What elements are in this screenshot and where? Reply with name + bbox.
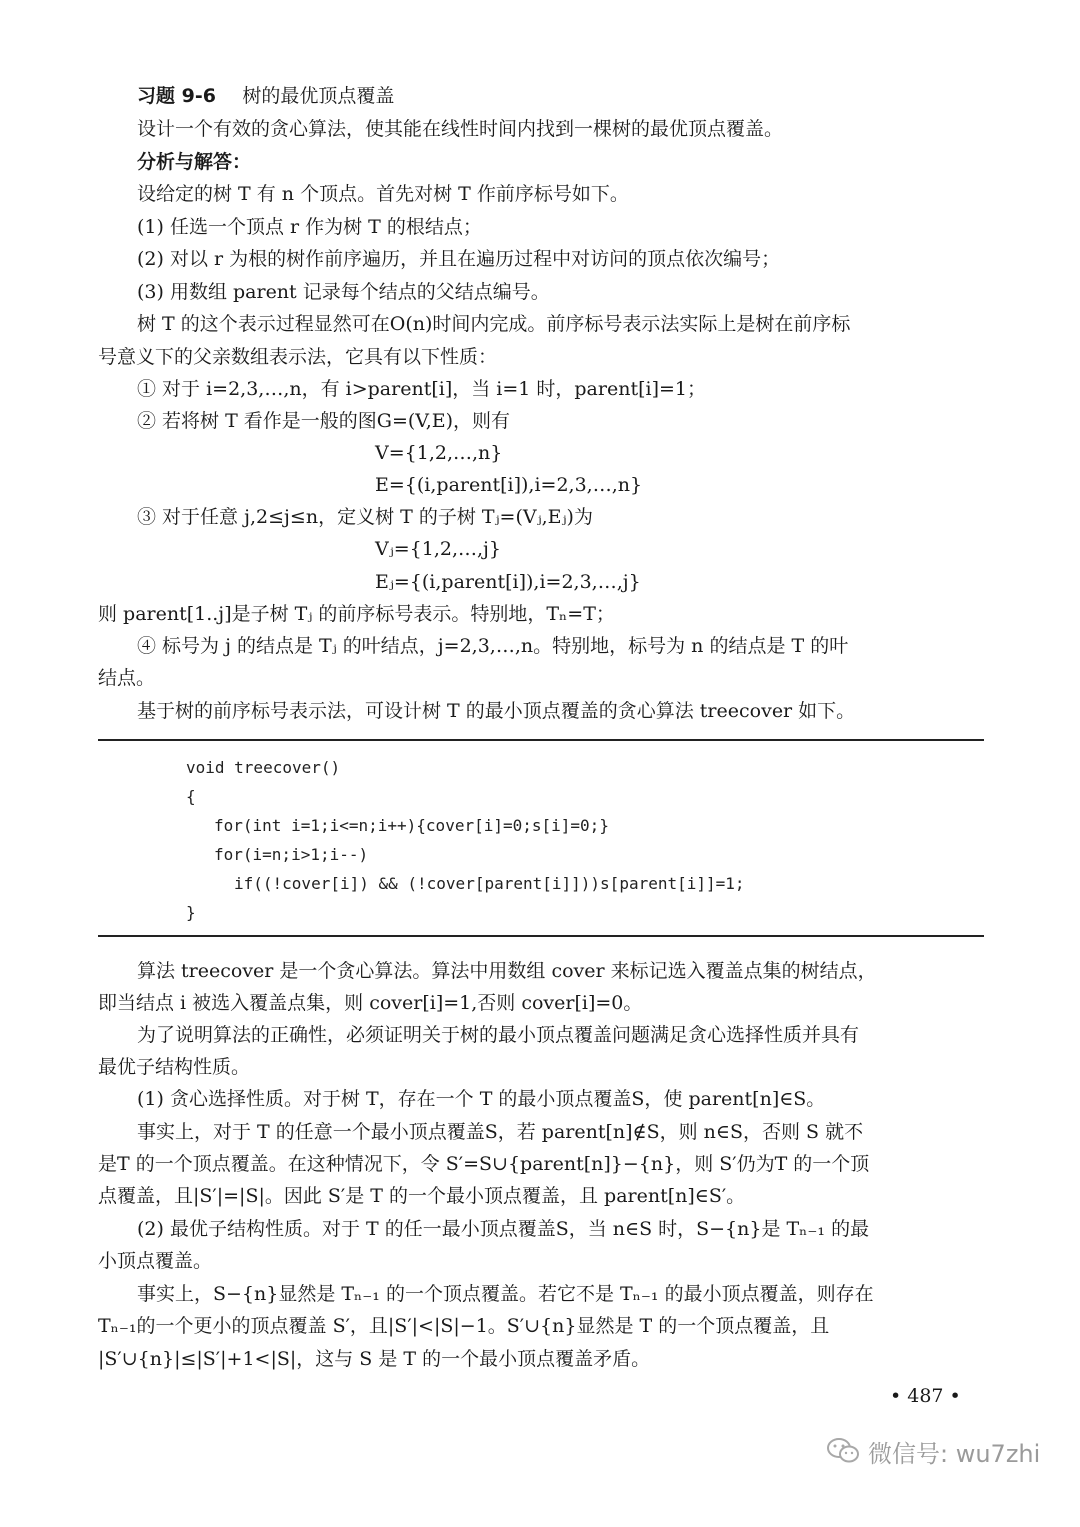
- property-item: ② 若将树 T 看作是一般的图G=(V,E)，则有: [137, 410, 511, 432]
- paragraph-line: 算法 treecover 是一个贪心算法。算法中用数组 cover 来标记选入覆盖点集的树结点，: [137, 960, 877, 982]
- formula: E={(i,parent[i]),i=2,3,…,n}: [375, 474, 643, 496]
- exercise-number: 习题 9-6: [137, 85, 216, 107]
- code-top-rule: [98, 739, 984, 741]
- paragraph-line: 则 parent[1..j]是子树 Tⱼ 的前序标号表示。特别地，Tₙ=T；: [98, 603, 615, 625]
- property-item: ① 对于 i=2,3,…,n，有 i>parent[i]，当 i=1 时，parent[i]=1；: [137, 378, 706, 400]
- list-item: (2) 对以 r 为根的树作前序遍历，并且在遍历过程中对访问的顶点依次编号；: [137, 248, 781, 270]
- list-item: (3) 用数组 parent 记录每个结点的父结点编号。: [137, 281, 550, 303]
- paragraph-line: 点覆盖，且|S′|=|S|。因此 S′是 T 的一个最小顶点覆盖，且 parent[n]∈S′。: [98, 1185, 746, 1207]
- watermark-text: 微信号: wu7zhi: [868, 1439, 1041, 1468]
- code-bottom-rule: [98, 935, 984, 937]
- paragraph-line: 结点。: [98, 667, 156, 689]
- problem-statement: 设计一个有效的贪心算法，使其能在线性时间内找到一棵树的最优顶点覆盖。: [137, 118, 784, 140]
- paragraph-line: 号意义下的父亲数组表示法，它具有以下性质：: [98, 346, 498, 368]
- code-line: if((!cover[i]) && (!cover[parent[i]]))s[parent[i]]=1;: [234, 874, 745, 893]
- paragraph-line: |S′∪{n}|≤|S′|+1<|S|，这与 S 是 T 的一个最小顶点覆盖矛盾。: [98, 1348, 651, 1370]
- paragraph-line: 基于树的前序标号表示法，可设计树 T 的最小顶点覆盖的贪心算法 treecover 如下。: [137, 700, 856, 722]
- code-line: {: [186, 787, 196, 806]
- code-line: for(int i=1;i<=n;i++){cover[i]=0;s[i]=0;}: [214, 816, 609, 835]
- formula: V={1,2,…,n}: [375, 442, 503, 464]
- paragraph-line: 最优子结构性质。: [98, 1056, 251, 1078]
- paragraph-line: (1) 贪心选择性质。对于树 T，存在一个 T 的最小顶点覆盖S，使 parent[n]∈S。: [137, 1088, 826, 1110]
- property-item: ④ 标号为 j 的结点是 Tⱼ 的叶结点，j=2,3,…,n。特别地，标号为 n 的结点是 T 的叶: [137, 635, 849, 657]
- formula: Vⱼ={1,2,…,j}: [375, 538, 502, 560]
- paragraph-line: 事实上，对于 T 的任意一个最小顶点覆盖S，若 parent[n]∉S，则 n∈S，否则 S 就不: [137, 1121, 864, 1143]
- watermark: [826, 1434, 1040, 1468]
- paragraph-line: 即当结点 i 被选入覆盖点集，则 cover[i]=1,否则 cover[i]=0。: [98, 992, 643, 1014]
- exercise-title: [137, 80, 1023, 112]
- code-line: }: [186, 903, 196, 922]
- analysis-heading: 分析与解答：: [137, 151, 252, 173]
- paragraph-line: 是T 的一个顶点覆盖。在这种情况下，令 S′=S∪{parent[n]}−{n}，则 S′仍为T 的一个顶: [98, 1153, 870, 1175]
- paragraph-line: 树 T 的这个表示过程显然可在O(n)时间内完成。前序标号表示法实际上是树在前序标: [137, 313, 851, 335]
- code-line: for(i=n;i>1;i--): [214, 845, 369, 864]
- paragraph-line: 事实上，S−{n}显然是 Tₙ₋₁ 的一个顶点覆盖。若它不是 Tₙ₋₁ 的最小顶点覆盖，则存在: [137, 1283, 874, 1305]
- paragraph-line: Tₙ₋₁的一个更小的顶点覆盖 S′，且|S′|<|S|−1。S′∪{n}显然是 T 的一个顶点覆盖，且: [98, 1315, 830, 1337]
- paragraph-line: 小顶点覆盖。: [98, 1250, 213, 1272]
- paragraph-line: 为了说明算法的正确性，必须证明关于树的最小顶点覆盖问题满足贪心选择性质并具有: [137, 1024, 860, 1046]
- paragraph-line: 设给定的树 T 有 n 个顶点。首先对树 T 作前序标号如下。: [137, 183, 629, 205]
- list-item: (1) 任选一个顶点 r 作为树 T 的根结点；: [137, 216, 482, 238]
- property-item: ③ 对于任意 j,2≤j≤n，定义树 T 的子树 Tⱼ=(Vⱼ,Eⱼ)为: [137, 506, 593, 528]
- page-number: • 487 •: [890, 1385, 961, 1407]
- formula: Eⱼ={(i,parent[i]),i=2,3,…,j}: [375, 571, 641, 593]
- code-line: void treecover(): [186, 758, 341, 777]
- exercise-title-text: 树的最优顶点覆盖: [242, 85, 395, 107]
- paragraph-line: (2) 最优子结构性质。对于 T 的任一最小顶点覆盖S，当 n∈S 时，S−{n}是 Tₙ₋₁ 的最: [137, 1218, 870, 1240]
- wechat-icon: [826, 1436, 860, 1466]
